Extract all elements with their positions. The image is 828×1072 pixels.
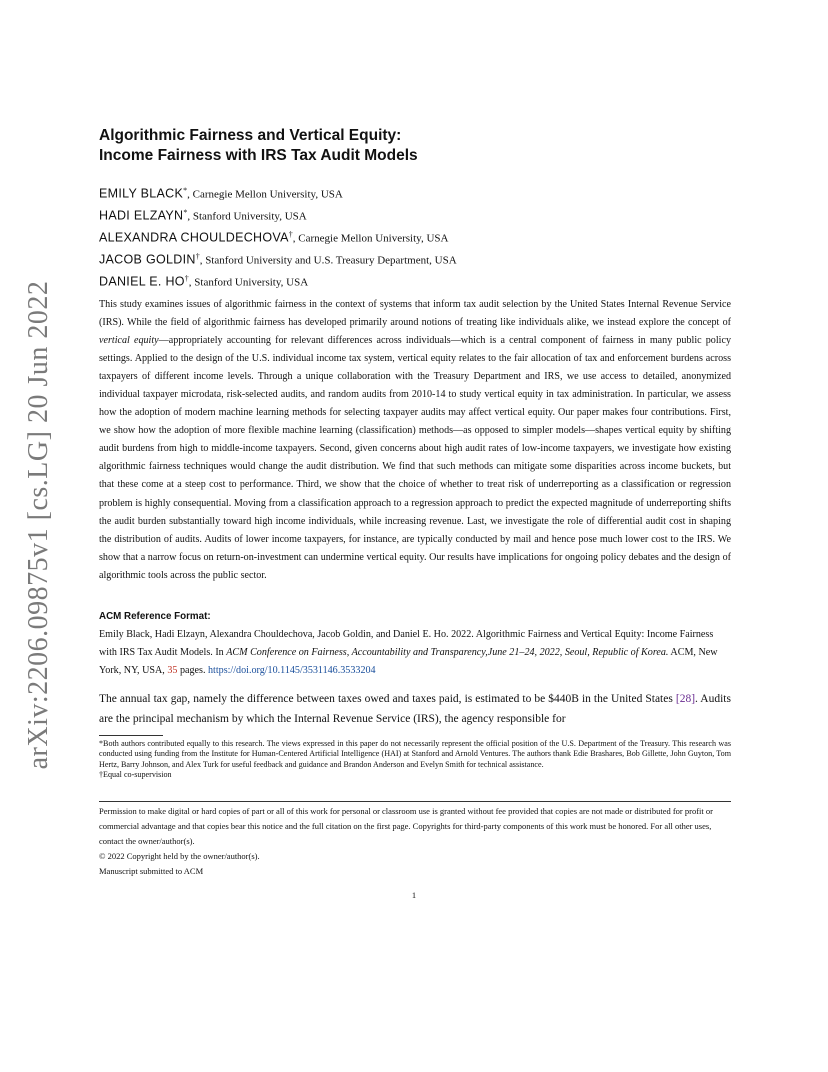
arxiv-identifier: arXiv:2206.09875v1 [cs.LG] 20 Jun 2022 [23,280,54,770]
author-entry [99,224,719,246]
footnotes [99,739,731,781]
author-list [99,180,719,290]
acm-reference-citation [99,626,731,680]
author-entry [99,268,719,290]
reference-venue: ACM Conference on Fairness, Accountability and Transparency,June 21–24, 2022, Seoul, Republic of Korea. [226,647,669,658]
author-affiliation: , Carnegie Mellon University, USA [292,232,449,245]
author-name: ALEXANDRA CHOULDECHOVA [99,230,289,245]
paper-title [99,126,719,166]
permission-block [99,804,731,879]
author-entry [99,246,719,268]
citation-link[interactable]: [28] [675,693,696,705]
author-mark: † [288,230,293,239]
author-name: JACOB GOLDIN [99,252,196,267]
acm-reference-heading: ACM Reference Format: [99,611,211,622]
arxiv-side-stamp [14,280,64,770]
abstract-text-rest: —appropriately accounting for relevant differences across individuals—which is a central component of fairness in many public policy settings. Applied to the design of the U.S. individual income tax system, vertical equity relates to the fair allocation of tax and enforcement burdens across taxpayers of different income levels. Through a unique collaboration with the Treasury Department and IRS, we use access to detailed, anonymized individual taxpayer microdata, risk-selected audits, and random audits from 2010-14 to study vertical equity in tax administration. In particular, we assess how the adoption of modern machine learning methods for selecting taxpayer audits may affect vertical equity. Our paper makes four contributions. First, we show how the adoption of more flexible machine learning (classification) methods—as opposed to simpler models—shapes vertical equity by shifting audit burdens from high to middle-income taxpayers. Second, given concerns about high audit rates of low-income taxpayers, we investigate how existing algorithmic fairness techniques would change the audit distribution. We find that such methods can mitigate some disparities across income buckets, but that these come at a steep cost to performance. Third, we show that the choice of whether to treat risk of underreporting as a classification or regression problem is highly consequential. Moving from a classification approach to a regression approach to predict the expected magnitude of underreporting shifts the audit burden substantially toward high income individuals, while increasing revenue. Last, we investigate the role of differential audit cost in shaping the distribution of audits. Audits of lower income taxpayers, for instance, are typically conducted by mail and hence pose much lower cost to the IRS. We show that a narrow focus on return-on-investment can undermine vertical equity. Our results have implications for ongoing policy debates and the design of algorithmic tools across the public sector. [99,335,731,581]
author-mark: † [195,252,200,261]
title-line-1: Algorithmic Fairness and Vertical Equity: [99,127,402,144]
intro-text-start: The annual tax gap, namely the difference between taxes owed and taxes paid, is estimated to be $440B in the United States [99,693,676,705]
author-entry [99,180,719,202]
author-affiliation: , Stanford University, USA [187,210,307,223]
author-name: EMILY BLACK [99,186,184,201]
manuscript-line: Manuscript submitted to ACM [99,866,204,876]
footnote-co-supervision: †Equal co-supervision [99,770,172,780]
acm-reference-format [99,608,731,680]
reference-pages-word: pages. [177,665,208,676]
abstract-text-start: This study examines issues of algorithmic fairness in the context of systems that inform tax audit selection by the United States Internal Revenue Service (IRS). While the field of algorithmic fairness has developed primarily around notions of treating like individuals alike, we instead explore the concept of [99,299,731,329]
title-line-2: Income Fairness with IRS Tax Audit Models [99,147,418,164]
permission-notice: Permission to make digital or hard copies of part or all of this work for personal or classroom use is granted without fee provided that copies are not made or distributed for profit or commercial advantage and that copies bear this notice and the full citation on the first page. Copyrights for third-party components of this work must be honored. For all other uses, contact the owner/author(s). [99,806,713,846]
reference-authors: Emily Black, Hadi Elzayn, Alexandra Chouldechova, Jacob Goldin, and Daniel E. Ho. 2022. Algorithmic Fairness and Vertical Equity: Income Fairness with IRS Tax Audit Models. In [99,629,714,658]
author-affiliation: , Stanford University, USA [188,276,309,289]
abstract-emphasis: vertical equity [99,335,159,347]
author-mark: * [183,208,188,217]
author-entry [99,202,719,224]
page-number: 1 [411,890,417,900]
footnote-equal-contribution: *Both authors contributed equally to this research. The views expressed in this paper do not necessarily represent the official position of the U.S. Department of the Treasury. This research was conducted using funding from the Institute for Human-Centered Artificial Intelligence (HAI) at Stanford and Arnold Ventures. The authors thank Edie Brashares, Bob Gillette, John Guyton, Tom Hertz, Barry Johnson, and Alex Turk for useful feedback and guidance and Brandon Anderson and Evelyn Smith for technical assistance. [99,739,731,769]
author-mark: * [183,186,188,195]
doi-link[interactable]: https://doi.org/10.1145/3531146.3533204 [208,665,376,676]
footnote-rule [99,735,163,736]
copyright-line: © 2022 Copyright held by the owner/author(s). [99,851,260,861]
intro-paragraph [99,690,731,729]
abstract [99,296,731,585]
author-mark: † [184,274,189,283]
reference-page-count-link[interactable]: 35 [167,665,178,676]
permission-rule [99,801,731,802]
author-affiliation: , Stanford University and U.S. Treasury Department, USA [199,254,457,267]
author-name: DANIEL E. HO [99,274,185,289]
author-affiliation: , Carnegie Mellon University, USA [187,188,343,201]
intro-text-rest: . Audits are the principal mechanism by which the Internal Revenue Service (IRS), the agency responsible for [99,693,731,725]
reference-publisher: ACM, New York, NY, USA, [99,647,718,676]
author-name: HADI ELZAYN [99,208,184,223]
